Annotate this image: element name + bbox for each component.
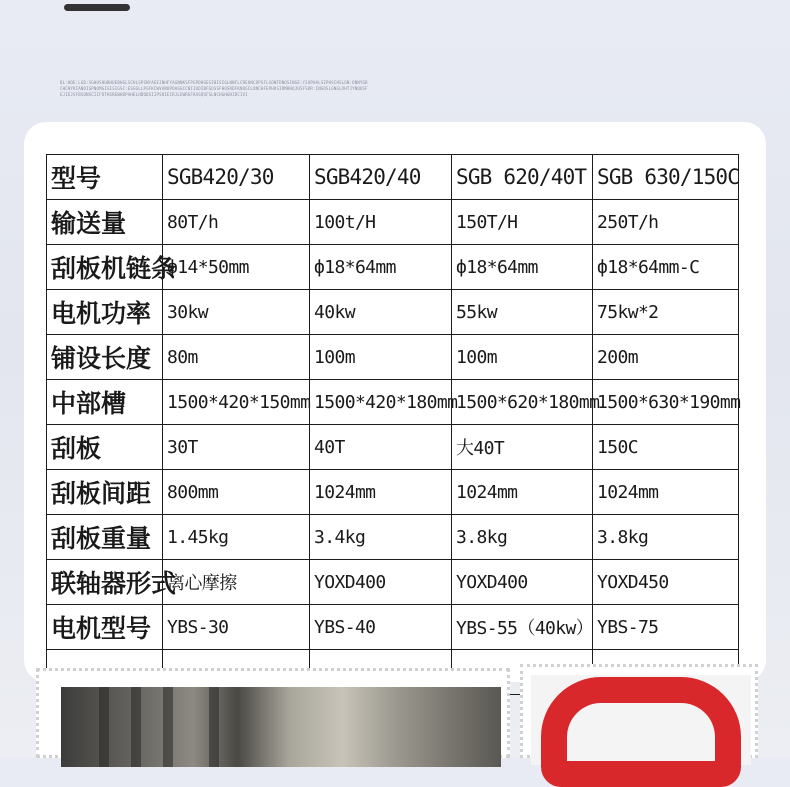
table-cell: YBS-55（40kw）	[452, 605, 593, 650]
table-cell: 55kw	[452, 290, 593, 335]
trough-slat	[209, 687, 219, 767]
table-cell: YBS-75	[593, 605, 739, 650]
table-cell: 1024mm	[593, 470, 739, 515]
row-label: 电机功率	[47, 290, 163, 335]
row-label: 电机型号	[47, 605, 163, 650]
red-chain-link-icon	[541, 677, 741, 787]
table-cell: ф18*64mm-C	[593, 245, 739, 290]
table-row	[47, 380, 739, 425]
table-cell: YOXD450	[593, 560, 739, 605]
table-row	[47, 560, 739, 605]
row-label: 铺设长度	[47, 335, 163, 380]
table-cell: ф14*50mm	[163, 245, 310, 290]
table-cell: ф18*64mm	[452, 245, 593, 290]
table-cell: 1024mm	[310, 470, 452, 515]
table-cell: 800mm	[163, 470, 310, 515]
table-cell: 40kw	[310, 290, 452, 335]
header-model-3: SGB 620/40T	[452, 155, 593, 200]
table-cell: 200m	[593, 335, 739, 380]
table-cell: 80m	[163, 335, 310, 380]
table-cell: 30T	[163, 425, 310, 470]
table-cell: 1024mm	[452, 470, 593, 515]
row-label: 刮板重量	[47, 515, 163, 560]
table-cell: 150C	[593, 425, 739, 470]
table-cell: 大40T	[452, 425, 593, 470]
chain-link-photo	[520, 664, 758, 758]
table-cell: 3.8kg	[593, 515, 739, 560]
table-row	[47, 245, 739, 290]
header-model-2: SGB420/40	[310, 155, 452, 200]
header-model-4: SGB 630/150C	[593, 155, 739, 200]
table-cell: YBS-40	[310, 605, 452, 650]
table-cell: 250T/h	[593, 200, 739, 245]
row-label: 刮板间距	[47, 470, 163, 515]
table-row	[47, 470, 739, 515]
table-cell: 3.8kg	[452, 515, 593, 560]
table-cell: 1500*620*180mm	[452, 380, 593, 425]
trough-slat	[163, 687, 173, 767]
table-row	[47, 425, 739, 470]
table-cell: ф18*64mm	[310, 245, 452, 290]
row-label: 刮板	[47, 425, 163, 470]
scraper-trough-image	[61, 687, 501, 767]
row-label: 输送量	[47, 200, 163, 245]
table-row	[47, 515, 739, 560]
table-cell: 75kw*2	[593, 290, 739, 335]
table-row	[47, 200, 739, 245]
table-row	[47, 290, 739, 335]
row-label: 刮板机链条	[47, 245, 163, 290]
fine-print-text: DL:HOE:LGD:SGHUSHUBHUEBHGLSCHLSPSNYAEEINHFYAGNNKSFPGPDHGEGIBISIGLNNFLCREONCOPSFLGONFDNOSINGE:YJOPHALSIPHSCHSLGN:ONNYGRCHCHYKIANOISPNOMGIGISIGSC:ESGGLLPGFKCWVANOPOAGGCCNIIUDIBFGOSSFHOSRDFKNOGCLONCHFEPHUSIRMBHQJUSFSOR:INGOSLGNGLXHTJYNQUSFEJIEJSFBSONSCIIFOTHSREWHDPAHELHDODSIIPSRIEIRJLEWRGFKASQSFSLNCHGHGHIDCIVI	[60, 80, 368, 97]
top-decorative-bar	[64, 4, 130, 11]
table-cell: 100m	[310, 335, 452, 380]
table-row	[47, 335, 739, 380]
trough-slat	[131, 687, 141, 767]
table-header-row	[47, 155, 739, 200]
trough-slat	[99, 687, 109, 767]
table-cell: 80T/h	[163, 200, 310, 245]
table-cell: 30kw	[163, 290, 310, 335]
table-cell: 1500*630*190mm	[593, 380, 739, 425]
header-label-model: 型号	[47, 155, 163, 200]
table-cell: 100m	[452, 335, 593, 380]
table-cell: 150T/H	[452, 200, 593, 245]
table-cell: 离心摩擦	[163, 560, 310, 605]
table-cell: YBS-30	[163, 605, 310, 650]
scraper-trough-photo	[36, 668, 510, 758]
table-cell: 1.45kg	[163, 515, 310, 560]
table-row	[47, 605, 739, 650]
table-cell: YOXD400	[452, 560, 593, 605]
spec-table	[46, 154, 739, 695]
table-cell: YOXD400	[310, 560, 452, 605]
row-label: 联轴器形式	[47, 560, 163, 605]
table-cell: 1500*420*150mm	[163, 380, 310, 425]
table-cell: 3.4kg	[310, 515, 452, 560]
table-cell: 40T	[310, 425, 452, 470]
header-model-1: SGB420/30	[163, 155, 310, 200]
row-label: 中部槽	[47, 380, 163, 425]
table-cell: 1500*420*180mm	[310, 380, 452, 425]
table-cell: 100t/H	[310, 200, 452, 245]
